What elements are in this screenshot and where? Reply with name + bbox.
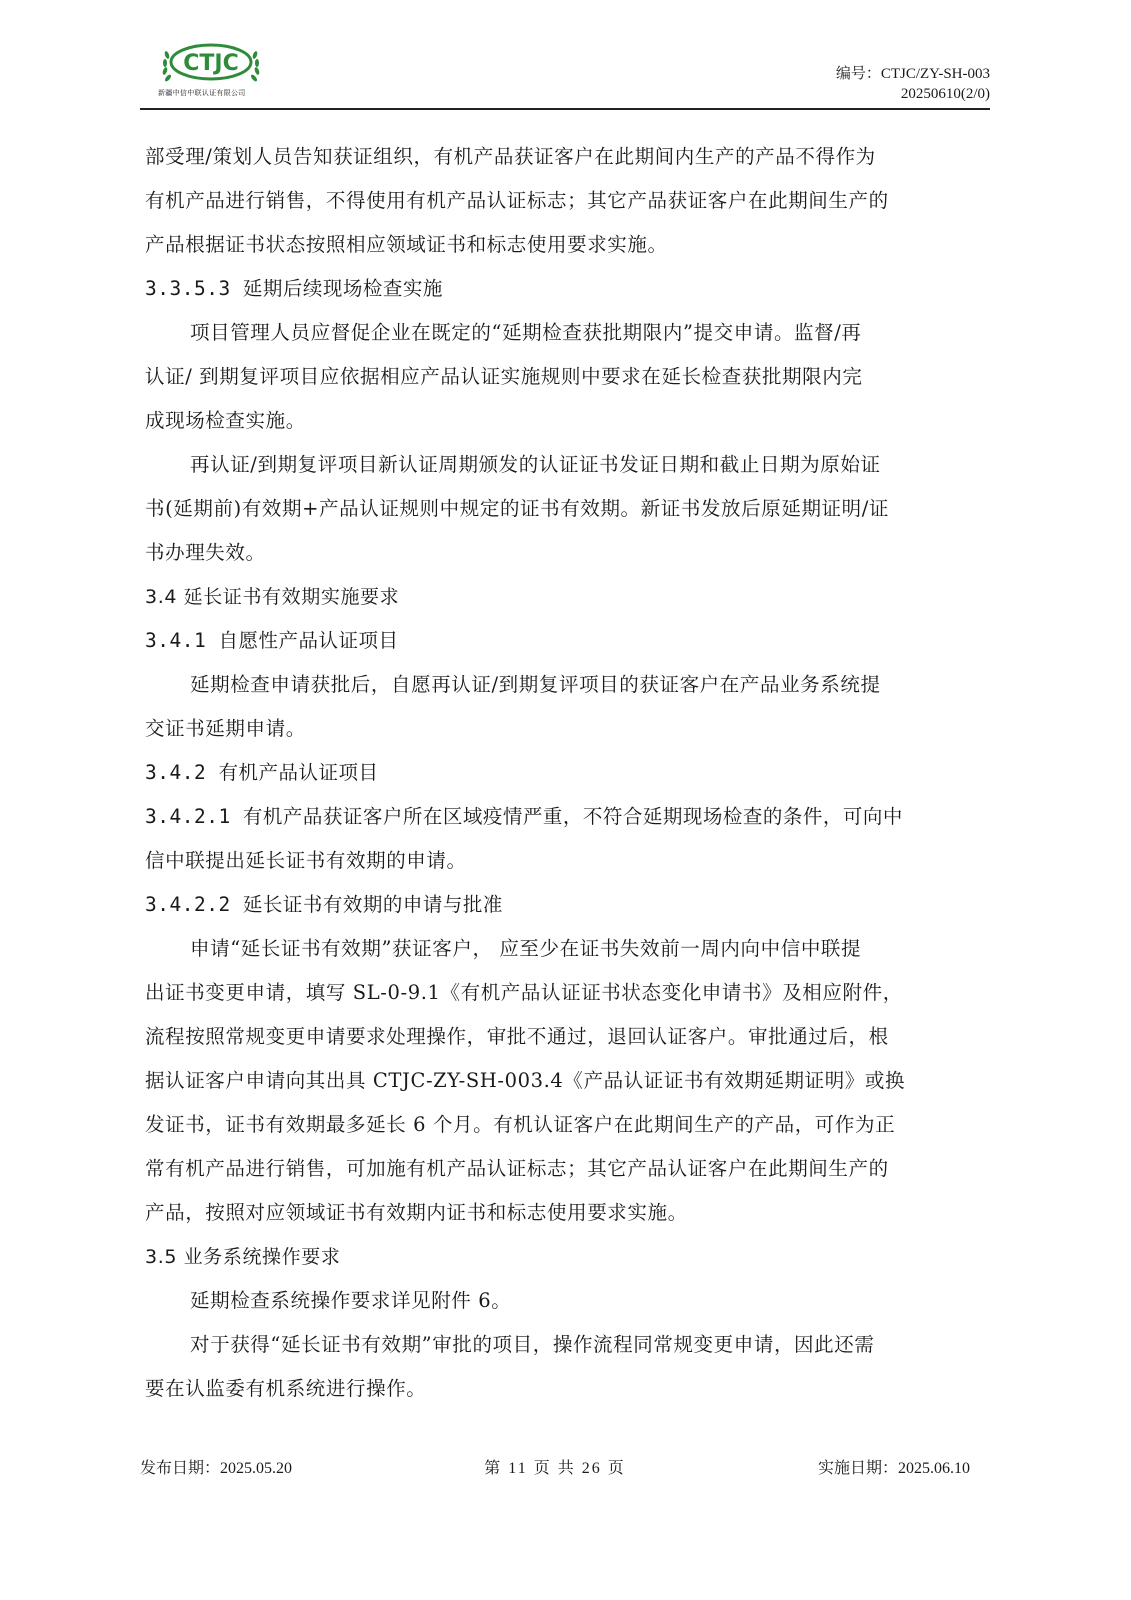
body-line: 部受理/策划人员告知获证组织，有机产品获证客户在此期间内生产的产品不得作为 <box>145 145 876 168</box>
body-line: 要在认监委有机系统进行操作。 <box>145 1377 427 1400</box>
header-divider <box>140 108 990 110</box>
page-number: 第 11 页 共 26 页 <box>484 1460 626 1477</box>
body-line: 项目管理人员应督促企业在既定的“延期检查获批期限内”提交申请。监督/再 <box>190 321 862 344</box>
logo-text: CTJC <box>183 51 239 76</box>
effective-date: 实施日期：2025.06.10 <box>817 1460 970 1477</box>
section-heading-3-3-5-3: 3.3.5.3 延期后续现场检查实施 <box>145 277 443 300</box>
body-line: 据认证客户申请向其出具 CTJC-ZY-SH-003.4《产品认证证书有效期延期证明》或换 <box>145 1069 906 1092</box>
body-line: 书(延期前)有效期+产品认证规则中规定的证书有效期。新证书发放后原延期证明/证 <box>145 497 890 520</box>
body-line: 流程按照常规变更申请要求处理操作，审批不通过，退回认证客户。审批通过后，根 <box>145 1025 889 1048</box>
section-heading-3-4: 3.4 延长证书有效期实施要求 <box>145 586 400 608</box>
section-heading-3-4-2-2: 3.4.2.2 延长证书有效期的申请与批准 <box>145 893 503 916</box>
body-line: 申请“延长证书有效期”获证客户， 应至少在证书失效前一周内向中信中联提 <box>190 937 862 960</box>
body-line: 延期检查申请获批后，自愿再认证/到期复评项目的获证客户在产品业务系统提 <box>190 673 881 696</box>
body-line: 产品根据证书状态按照相应领域证书和标志使用要求实施。 <box>145 233 668 256</box>
body-line: 认证/ 到期复评项目应依据相应产品认证实施规则中要求在延长检查获批期限内完 <box>145 365 863 388</box>
ctjc-logo-icon <box>156 38 266 90</box>
section-heading-3-4-2-1: 3.4.2.1 有机产品获证客户所在区域疫情严重，不符合延期现场检查的条件，可向中 <box>145 805 903 828</box>
page-header <box>140 38 990 108</box>
body-line: 发证书，证书有效期最多延长 6 个月。有机认证客户在此期间生产的产品，可作为正 <box>145 1113 896 1136</box>
body-line: 成现场检查实施。 <box>145 409 306 432</box>
section-heading-3-4-1: 3.4.1 自愿性产品认证项目 <box>145 629 399 652</box>
body-line: 延期检查系统操作要求详见附件 6。 <box>190 1289 512 1312</box>
body-line: 有机产品进行销售，不得使用有机产品认证标志；其它产品获证客户在此期间生产的 <box>145 189 889 212</box>
document-version: 20250610(2/0) <box>900 86 990 102</box>
publish-date: 发布日期：2025.05.20 <box>140 1460 293 1477</box>
body-line: 出证书变更申请，填写 SL-0-9.1《有机产品认证证书状态变化申请书》及相应附件， <box>145 981 903 1004</box>
body-line: 对于获得“延长证书有效期”审批的项目，操作流程同常规变更申请，因此还需 <box>190 1333 875 1356</box>
document-number: 编号：CTJC/ZY-SH-003 <box>835 66 990 82</box>
document-body <box>145 135 975 1411</box>
document-number-block <box>836 64 990 104</box>
section-heading-3-5: 3.5 业务系统操作要求 <box>145 1246 341 1268</box>
company-name: 新疆中信中联认证有限公司 <box>158 89 246 97</box>
page-footer <box>140 1455 970 1485</box>
section-heading-3-4-2: 3.4.2 有机产品认证项目 <box>145 761 379 784</box>
body-line: 再认证/到期复评项目新认证周期颁发的认证证书发证日期和截止日期为原始证 <box>190 453 881 476</box>
body-line: 书办理失效。 <box>145 541 266 564</box>
body-line: 常有机产品进行销售，可加施有机产品认证标志；其它产品认证客户在此期间生产的 <box>145 1157 889 1180</box>
body-line: 信中联提出延长证书有效期的申请。 <box>145 849 467 872</box>
body-line: 产品，按照对应领域证书有效期内证书和标志使用要求实施。 <box>145 1201 688 1224</box>
body-line: 交证书延期申请。 <box>145 717 306 740</box>
